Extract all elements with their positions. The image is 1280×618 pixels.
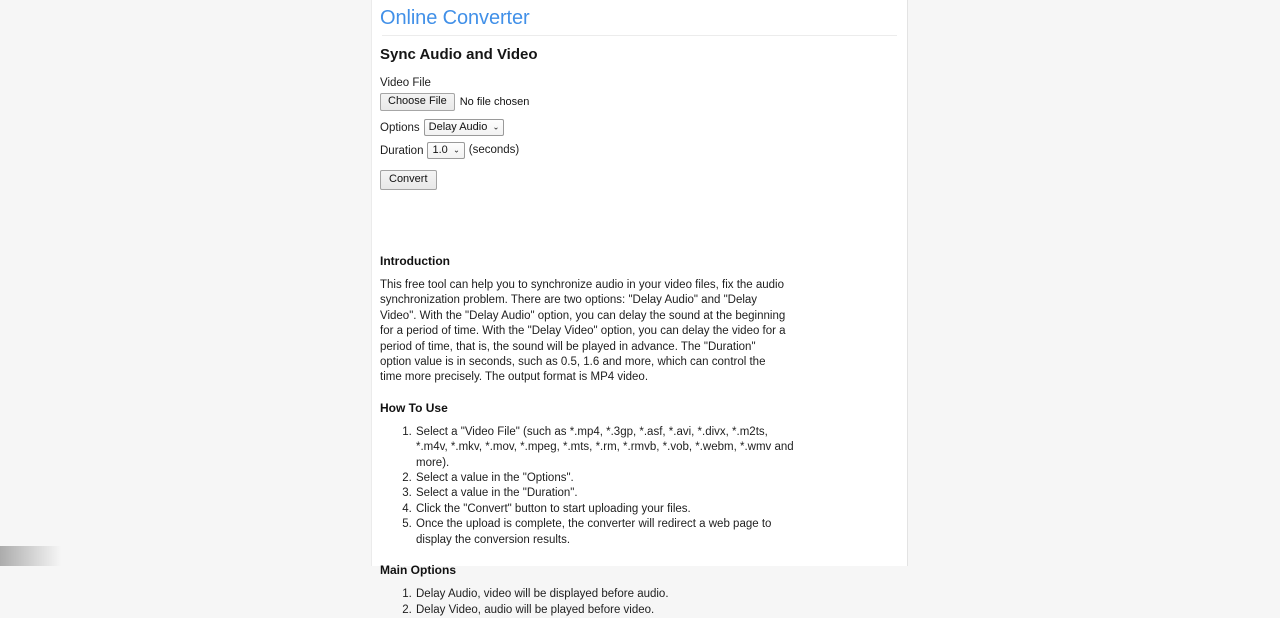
main-options-heading: Main Options (380, 563, 456, 578)
video-file-input[interactable] (380, 93, 529, 111)
options-select[interactable]: Delay Audio (424, 119, 505, 136)
duration-label: Duration (380, 144, 424, 157)
chevron-down-icon: ⌄ (453, 145, 460, 155)
page-title: Sync Audio and Video (380, 46, 538, 63)
options-select-wrapper (424, 120, 505, 135)
submit-row (380, 169, 899, 190)
ad-slot (380, 190, 899, 254)
convert-button[interactable]: Convert (380, 170, 437, 190)
duration-row (380, 143, 899, 158)
options-label: Options (380, 121, 420, 134)
viewport-bottom-shadow (0, 546, 340, 566)
list-item: 1. Select a "Video File" (such as *.mp4, *.3gp, *.asf, *.avi, *.divx, *.m2ts, *.m4v, *.mkv, *.mov, *.mpeg, *.mts, *.rm, *.rmvb, *.vob, *.webm, *.wmv and more). (415, 425, 800, 471)
choose-file-button[interactable]: Choose File (380, 93, 455, 111)
video-file-row (380, 93, 899, 111)
duration-select-wrapper (427, 143, 464, 158)
options-row (380, 120, 899, 135)
list-item: 3. Select a value in the "Duration". (415, 486, 800, 501)
site-title-link[interactable]: Online Converter (380, 7, 530, 29)
page-content-column (371, 0, 908, 616)
site-header (380, 0, 899, 34)
how-to-use-list (380, 425, 800, 548)
introduction-heading: Introduction (380, 254, 450, 268)
duration-select[interactable]: 1.0 (427, 142, 464, 159)
how-to-use-heading: How To Use (380, 400, 448, 415)
duration-units-label: (seconds) (468, 144, 520, 156)
list-item: 5. Once the upload is complete, the converter will redirect a web page to display the conversion results. (415, 517, 800, 548)
file-status-text: No file chosen (459, 95, 530, 108)
list-item: 2. Select a value in the "Options". (415, 471, 800, 486)
list-item: 2. Delay Video, audio will be played before video. (415, 603, 800, 618)
sync-audio-video-form (380, 36, 899, 190)
chevron-down-icon: ⌄ (492, 122, 500, 132)
video-file-label: Video File (380, 77, 431, 89)
list-item: 4. Click the "Convert" button to start uploading your files. (415, 502, 800, 517)
article-body (380, 254, 899, 618)
content-wrapper (372, 0, 907, 618)
introduction-paragraph: This free tool can help you to synchronize audio in your video files, fix the audio synchronization problem. There are two options: "Delay Audio" and "Delay Video". With the "Delay Audio" option, you can delay the sound at the beginning for a period of time. With the "Delay Video" option, you can delay the video for a period of time, that is, the sound will be played in advance. The "Duration" option value is in seconds, such as 0.5, 1.6 and more, which can control the time more precisely. The output format is MP4 video. (380, 279, 786, 384)
list-item: 1. Delay Audio, video will be displayed before audio. (415, 587, 800, 602)
main-options-list (380, 587, 800, 618)
